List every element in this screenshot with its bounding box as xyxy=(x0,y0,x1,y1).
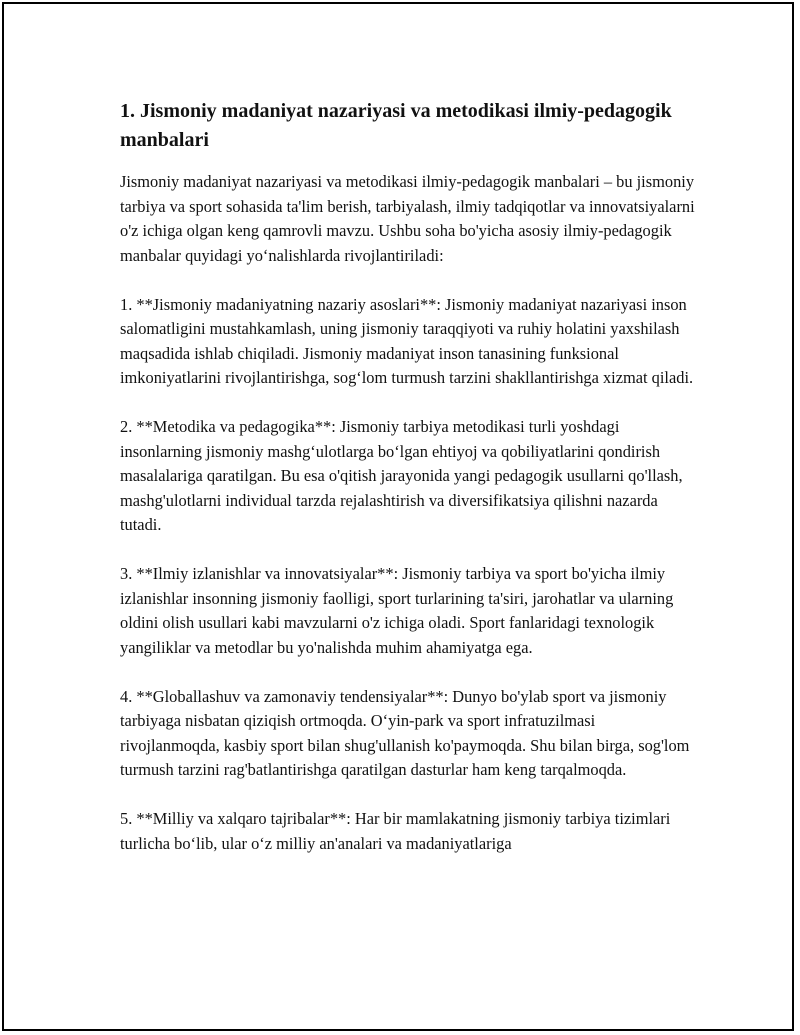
paragraph-globalization-trends: 4. **Globallashuv va zamonaviy tendensiyalar**: Dunyo bo'ylab sport va jismoniy tarbiyaga nisbatan qiziqish ortmoqda. O‘yin-park va sport infratuzilmasi rivojlanmoqda, kasbiy sport bilan shug'ullanish ko'paymoqda. Shu bilan birga, sog'lom turmush tarzini rag'batlantirishga qaratilgan dasturlar ham keng tarqalmoqda. xyxy=(120,686,690,779)
paragraph-national-international: 5. **Milliy va xalqaro tajribalar**: Har bir mamlakatning jismoniy tarbiya tizimlari turlicha bo‘lib, ular o‘z milliy an'analari va madaniyatlariga xyxy=(120,809,671,853)
paragraph-methodology-pedagogy: 2. **Metodika va pedagogika**: Jismoniy tarbiya metodikasi turli yoshdagi insonlarning jismoniy mashg‘ulotlarga bo‘lgan ehtiyoj va qobiliyatlarini qondirish masalalariga qaratilgan. Bu esa o'qitish jarayonida yangi pedagogik usullarni qo'llash, mashg'ulotlarni individual tarzda rejalashtirish va diversifikatsiya qilishni nazarda tutadi. xyxy=(120,417,683,534)
intro-paragraph: Jismoniy madaniyat nazariyasi va metodikasi ilmiy-pedagogik manbalari – bu jismoniy tarbiya va sport sohasida ta'lim berish, tarbiyalash, ilmiy tadqiqotlar va innovatsiyalarni o'z ichiga olgan keng qamrovli mavzu. Ushbu soha bo'yicha asosiy ilmiy-pedagogik manbalar quyidagi yo‘nalishlarda rivojlantiriladi: xyxy=(120,172,695,265)
section-heading: 1. Jismoniy madaniyat nazariyasi va metodikasi ilmiy-pedagogik manbalari xyxy=(120,100,672,151)
document-body xyxy=(120,97,695,856)
document-page xyxy=(2,2,794,1031)
paragraph-research-innovation: 3. **Ilmiy izlanishlar va innovatsiyalar**: Jismoniy tarbiya va sport bo'yicha ilmiy izlanishlar insonning jismoniy faolligi, sport turlarining ta'siri, jarohatlar va ularning oldini olish usullari kabi mavzularni o'z ichiga oladi. Sport fanlaridagi texnologik yangiliklar va metodlar bu yo'nalishda muhim ahamiyatga ega. xyxy=(120,564,674,657)
paragraph-theoretical-foundations: 1. **Jismoniy madaniyatning nazariy asoslari**: Jismoniy madaniyat nazariyasi inson salomatligini mustahkamlash, uning jismoniy taraqqiyoti va ruhiy holatini yaxshilash maqsadida ishlab chiqiladi. Jismoniy madaniyat inson tanasining funksional imkoniyatlarini rivojlantirishga, sog‘lom turmush tarzini shakllantirishga xizmat qiladi. xyxy=(120,294,694,387)
